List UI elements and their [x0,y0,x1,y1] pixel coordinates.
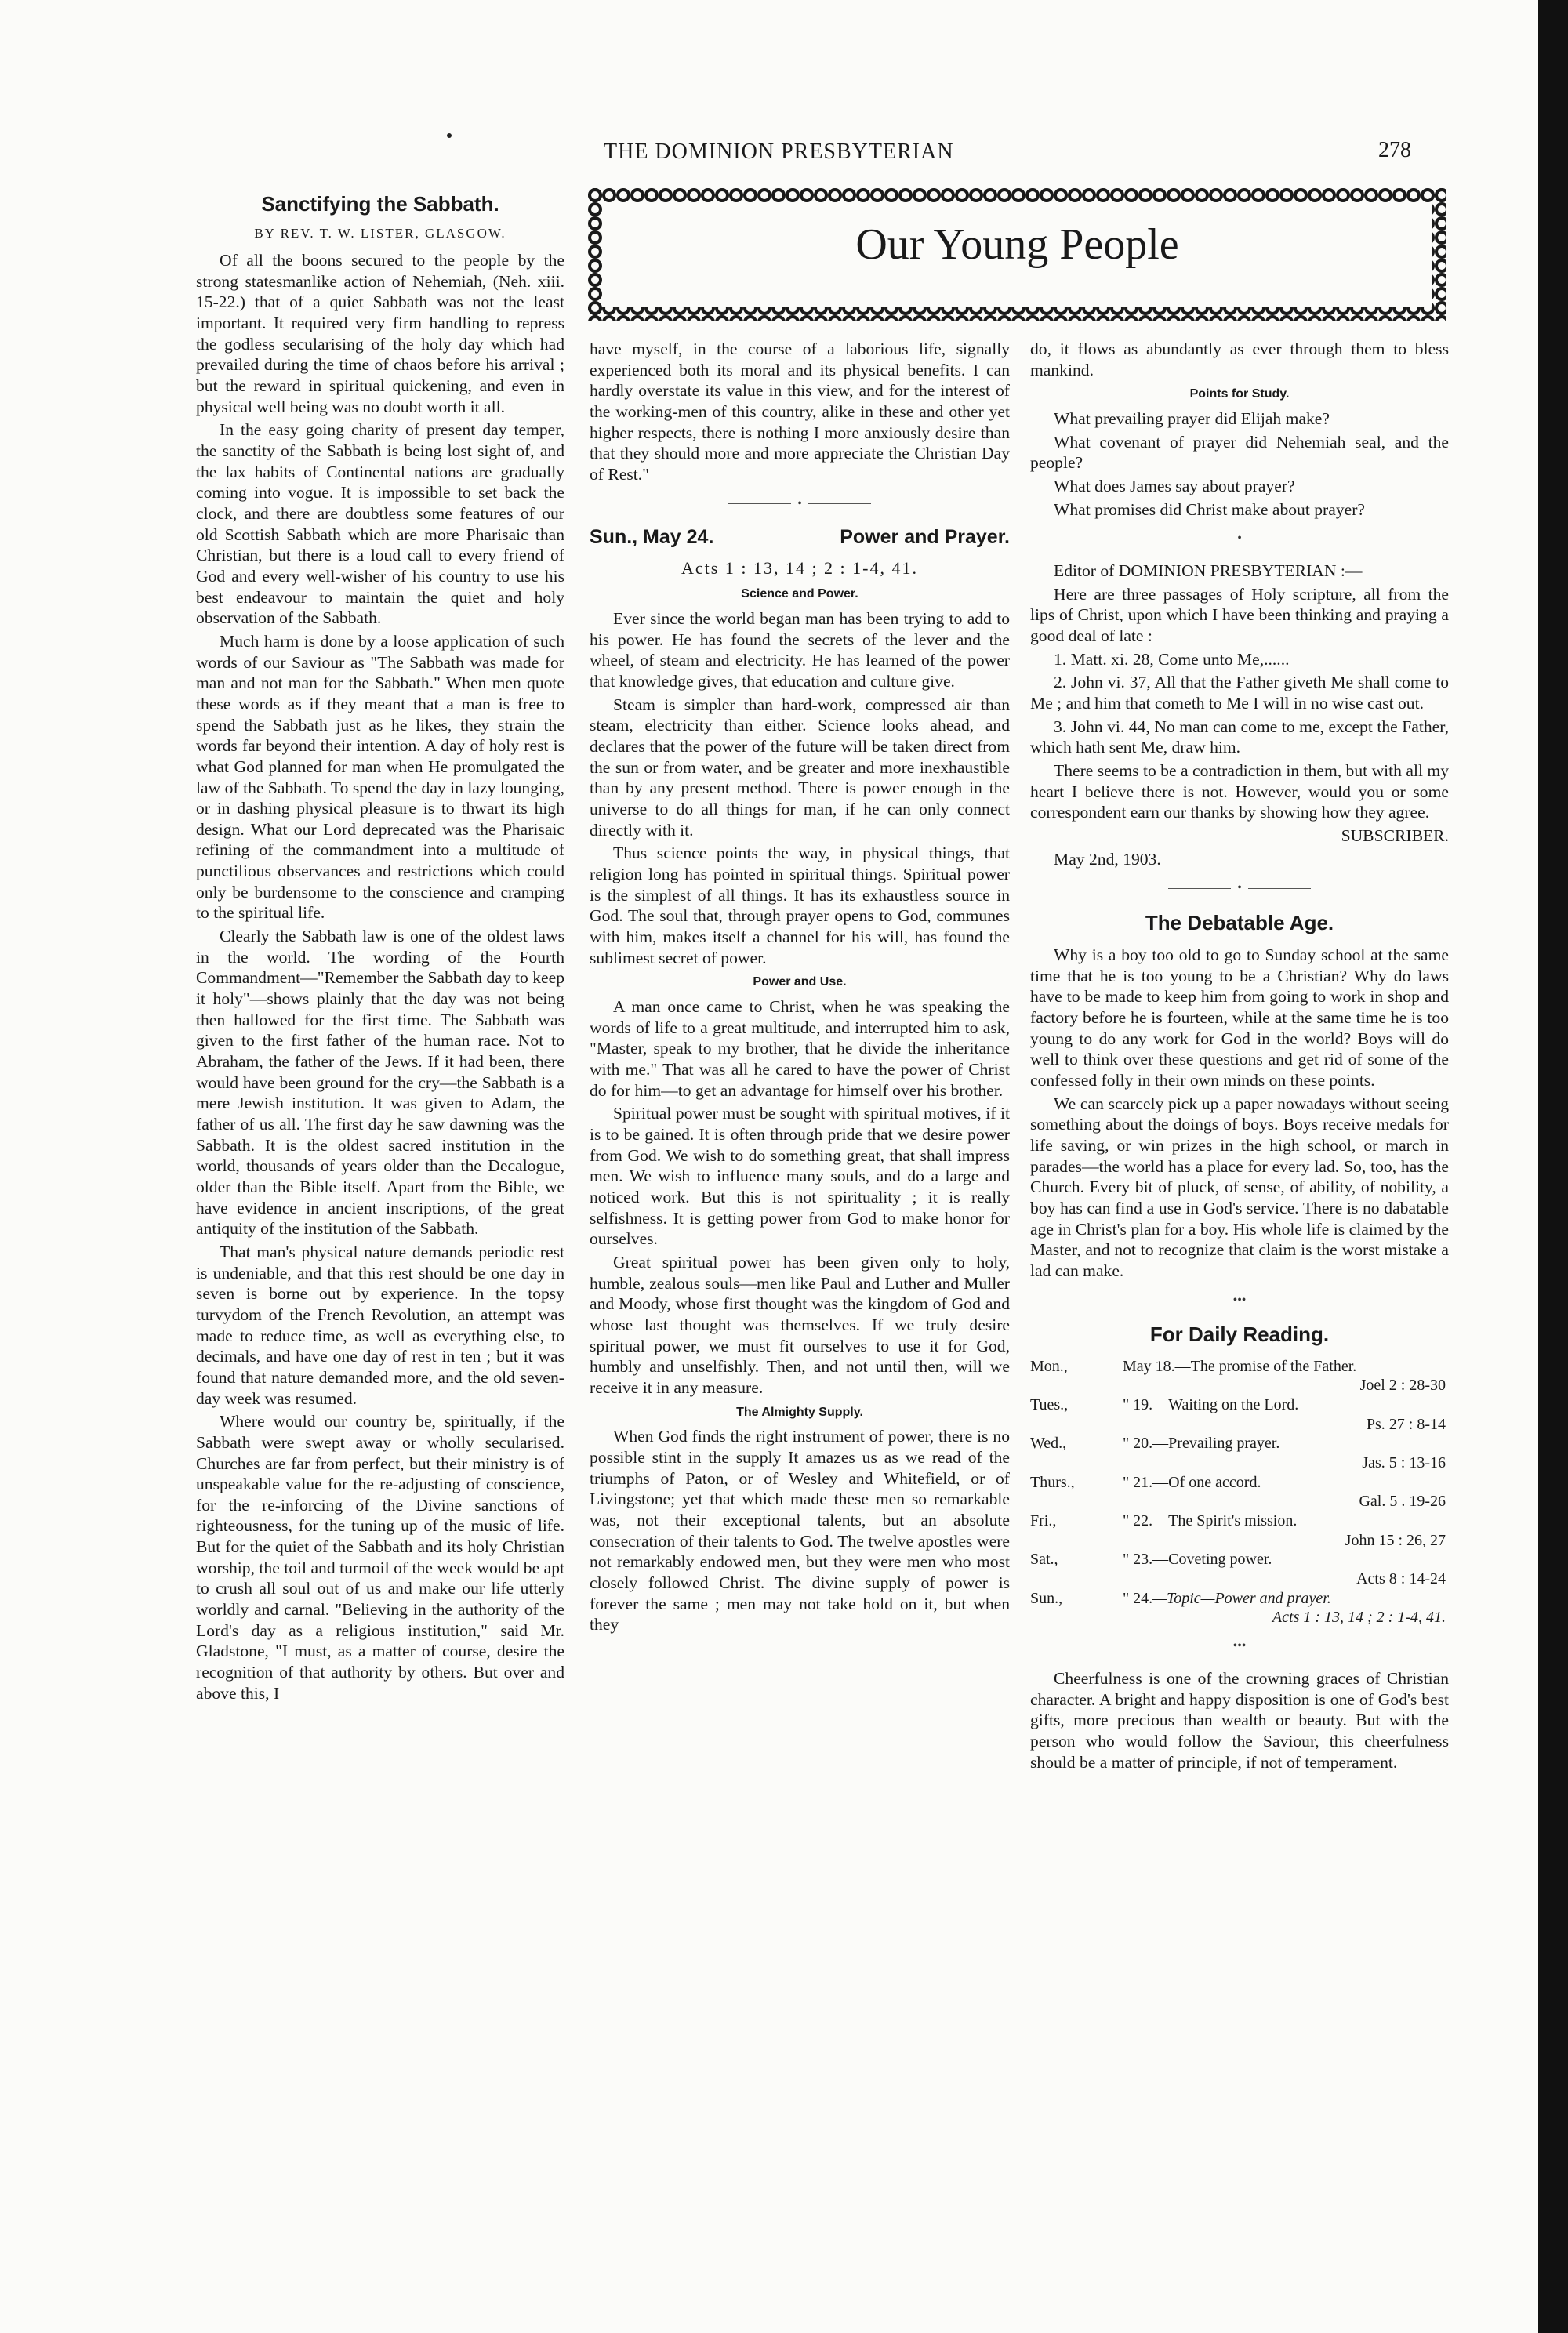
reading-entry [1030,1357,1449,1395]
print-speck [447,133,452,138]
reading-ref: Acts 8 : 14-24 [1356,1570,1446,1588]
study-question: What prevailing prayer did Elijah make? [1054,409,1330,429]
ornament-divider: ••• [1232,1639,1247,1653]
paragraph: Spiritual power must be sought with spiritual motives, if it is to be gained. It is often through pride that we desire power from God. We wish to do something great, that shall impress men. We wish to influence many souls, and do a large and noticed work. But this is not spirituality ; it is really selfishness. It is getting power from God to make honor for ourselves. [590,1104,1010,1249]
reading-ref: Joel 2 : 28-30 [1359,1377,1446,1395]
reading-day: Tues., [1030,1395,1069,1413]
letter-date: May 2nd, 1903. [1054,849,1161,869]
reading-entry [1030,1434,1449,1472]
study-question: What covenant of prayer did Nehemiah seal, and the people? [1030,432,1449,473]
paragraph: When God finds the right instrument of power, there is no possible stint in the supply It amazes us as we read of the triumphs of Paton, or of Wesley and Whitefield, or of Livingstone; yet that which made these men so remarkable was, not their exceptional talents, but an absolute consecration of their talents to God. The twelve apostles were not remarkably endowed men, but they were men who most closely followed Christ. The divine supply of power is forever the same ; men may not take hold on it, but when they [590,1427,1010,1635]
paragraph: Of all the boons secured to the people by the strong statesmanlike action of Nehemiah, (Neh. xiii. 15-22.) that of a quiet Sabbath was not the least important. It required very firm handling to repress the godless secularising of the holy day which had prevailed during the time of chaos before his arrival ; but the reward in spiritual quickening, and even in physical well being was no doubt worth it all. [196,251,564,416]
lesson-title: Power and Prayer. [840,526,1010,549]
ornament-divider: • [1030,531,1449,546]
reading-entry [1030,1473,1449,1511]
reading-entry [1030,1511,1449,1550]
paragraph: Ever since the world began man has been trying to add to his power. He has found the secrets of the lever and the wheel, of steam and electricity. He has learned of the power that knowledge gives, that education and culture give. [590,609,1010,691]
reading-ref: John 15 : 26, 27 [1345,1531,1446,1549]
reading-day: Wed., [1030,1435,1067,1453]
continued-text: do, it flows as abundantly as ever through them to bless mankind. [1030,339,1449,379]
study-question: What promises did Christ make about prayer? [1054,499,1365,519]
reading-date: " 24. [1123,1589,1153,1607]
column-3 [1030,339,1449,1775]
running-head: THE DOMINION PRESBYTERIAN [604,140,954,164]
lesson-reference: Acts 1 : 13, 14 ; 2 : 1-4, 41. [681,558,918,579]
reading-topic: —Prevailing prayer. [1152,1435,1280,1453]
paragraph: Why is a boy too old to go to Sunday school at the same time that he is too young to be a Christian? Why do laws have to be made to keep him from going to work in shop and factory before he is fourteen, while at the same time he is too young to do any work for God in the world? Boys will do well to think over these questions and get rid of some of the confessed folly in their own minds on these points. [1030,945,1449,1090]
letter-item: 3. John vi. 44, No man can come to me, except the Father, which hath sent Me, draw him. [1030,717,1449,757]
reading-topic: —Waiting on the Lord. [1152,1395,1299,1413]
reading-day: Mon., [1030,1357,1068,1375]
reading-topic: —The Spirit's mission. [1152,1512,1298,1529]
letter-signature: SUBSCRIBER. [1341,825,1449,845]
reading-entry [1030,1550,1449,1588]
paragraph: Steam is simpler than hard-work, compressed air than steam, electricity than either. Science looks ahead, and declares that the power of the future will be taken direct from the sun or from water, and be greater and more inexhaustible than by any present method. There is power enough in the universe to do all things for man, if he can only connect directly with it. [590,695,1010,840]
letter-intro: Here are three passages of Holy scripture, all from the lips of Christ, upon which I have been thinking and praying a good deal of late : [1030,584,1449,646]
section-banner [588,188,1446,321]
reading-ref: Ps. 27 : 8-14 [1366,1415,1446,1433]
reading-ref: Gal. 5 . 19-26 [1359,1493,1446,1511]
study-question: What does James say about prayer? [1054,477,1295,496]
reading-topic: —Coveting power. [1152,1551,1272,1569]
subhead-science: Science and Power. [741,587,858,601]
reading-topic: —The promise of the Father. [1174,1357,1357,1375]
reading-topic: —Topic—Power and prayer. [1152,1589,1331,1607]
letter-item: 2. John vi. 37, All that the Father giveth Me shall come to Me ; and him that cometh to Me I will in no wise cast out. [1030,673,1449,713]
page-number: 278 [1378,138,1411,162]
paragraph: That man's physical nature demands periodic rest is undeniable, and that this rest should be one day in seven is borne out by experience. In the topsy turvydom of the French Revolution, an attempt was made to reduce time, as well as everything else, to decimals, and have one day of rest in ten ; but it was found that nature demanded more, and the old seven-day week was resumed. [196,1242,564,1408]
ornament-divider: • [1030,880,1449,896]
byline: BY REV. T. W. LISTER, GLASGOW. [254,226,506,241]
reading-day: Sat., [1030,1551,1058,1569]
letter-item: 1. Matt. xi. 28, Come unto Me,...... [1054,649,1290,669]
reading-date: " 23. [1123,1551,1153,1569]
paragraph: In the easy going charity of present day temper, the sanctity of the Sabbath is being lost sight of, and the lax habits of Continental nations are gradually coming into vogue. It is impossible to set back the clock, and there are doubtless some features of our old Scottish Sabbath which are more Pharisaic than Christian, but there is a loud call to every friend of God and every well-wisher of his country to use his best endeavour to maintain the quiet and holy observation of the Sabbath. [196,420,564,628]
continued-text: have myself, in the course of a laborious life, signally experienced both its moral and its physical benefits. I can hardly overstate its value in this view, and for the interest of the working-men of this country, alike in these and other yet higher respects, there is nothing I more anxiously desire than that they should more and more appreciate the Christian Day of Rest." [590,339,1010,484]
reading-entry [1030,1589,1449,1627]
subhead-power-use: Power and Use. [753,975,847,989]
paragraph: Great spiritual power has been given only to holy, humble, zealous souls—men like Paul and Luther and Muller and Moody, whose first thought was the kingdom of God and whose last thought was themselves. If we truly desire spiritual power, we must fit ourselves to use it for God, humbly and unselfishly. Then, and not until then, will we receive it in any measure. [590,1252,1010,1397]
paragraph: Clearly the Sabbath law is one of the oldest laws in the world. The wording of the Fourth Commandment—"Remember the Sabbath day to keep it holy"—shows plainly that the day was not being then hallowed for the first time. The Sabbath was given to the first father of the human race. Not to Abraham, the father of the Jews. If it had been, there would have been ground for the cry—the Sabbath is a mere Jewish institution. It was given to Adam, the father of us all. The first day he saw dawning was the Sabbath. It is the oldest sacred institution in the world, thousands of years older than the Decalogue, older than the Bible itself. Apart from the Bible, we have evidence in ancient inscriptions, of the great antiquity of the institution of the Sabbath. [196,927,564,1239]
paragraph: Much harm is done by a loose application of such words of our Saviour as "The Sabbath was made for man and not man for the Sabbath." When men quote these words as if they meant that a man is free to spend the Sabbath just as he likes, they strain the words far beyond their intention. A day of holy rest is what God planned for man when He promulgated the law of the Sabbath. To spend the day in lazy lounging, or in dashing physical pleasure is to thwart its high design. What our Lord deprecated was the Pharisaic refining of the commandment into a multitude of punctilious observances and restrictions which could only be burdensome to the conscience and cramping to the spiritual life. [196,631,564,923]
reading-ref: Acts 1 : 13, 14 ; 2 : 1-4, 41. [1272,1609,1446,1627]
reading-day: Sun., [1030,1589,1063,1607]
column-1 [196,187,564,1706]
reading-topic: —Of one accord. [1152,1473,1261,1491]
banner-title: Our Young People [855,220,1179,269]
article-title-sabbath: Sanctifying the Sabbath. [261,192,499,216]
subhead-study: Points for Study. [1189,387,1290,401]
reading-day: Fri., [1030,1512,1057,1529]
article-title-debatable: The Debatable Age. [1145,911,1334,935]
reading-date: " 22. [1123,1512,1153,1529]
article-title-reading: For Daily Reading. [1149,1323,1330,1347]
lesson-date: Sun., May 24. [590,526,714,549]
ornament-divider: • [590,496,1010,512]
paragraph: We can scarcely pick up a paper nowadays without seeing something about the doings of boys. Boys receive medals for life saving, or win prizes in the high school, or march in parades—the world has a place for every lad. So, too, has the Church. Every bit of pluck, of sense, of ability, of nobility, a boy has can find a use in God's service. There is no dabatable age in Christ's plan for a boy. His whole life is claimed by the Master, and not to recognize that claim is the worst mistake a lad can make. [1030,1094,1449,1280]
paragraph-cheerfulness: Cheerfulness is one of the crowning graces of Christian character. A bright and happy disposition is one of God's best gifts, more precious than wealth or beauty. But with the person who would follow the Saviour, this cheerfulness should be a matter of principle, if not of temperament. [1030,1668,1449,1772]
paragraph: Thus science points the way, in physical things, that religion long has pointed in spiritual things. Spiritual power is the simplest of all things. It has its exhaustless source in God. The soul that, through prayer opens to God, communes with him, makes itself a channel for his will, has found the sublimest secret of power. [590,844,1010,967]
reading-entry [1030,1395,1449,1434]
column-2 [590,339,1010,1638]
paragraph: Where would our country be, spiritually, if the Sabbath were swept away or wholly secularised. Churches are far from perfect, but their ministry is of unspeakable value for the re-adjusting of conscience, for the re-inforcing of the Divine sanctions of righteousness, for the tuning up of the music of life. But for the quiet of the Sabbath and its holy Christian worship, the toil and turmoil of the week would be apt to crush all soul out of us and make our life utterly worldly and carnal. "Believing in the authority of the Lord's day as a religious institution," said Mr. Gladstone, "I must, as a matter of course, desire the recognition of that authority by others. But over and above this, I [196,1412,564,1703]
reading-date: " 19. [1123,1395,1153,1413]
scan-edge [1538,0,1568,2333]
paragraph: A man once came to Christ, when he was speaking the words of life to a great multitude, and interrupted him to ask, "Master, speak to my brother, that he divide the inheritance with me." That was all he cared to have the power of Christ do for him—to get an advantage for himself over his brother. [590,997,1010,1100]
reading-ref: Jas. 5 : 13-16 [1362,1453,1446,1471]
reading-day: Thurs., [1030,1473,1075,1491]
letter-body: There seems to be a contradiction in them, but with all my heart I believe there is not. However, would you or some correspondent earn our thanks by showing how they agree. [1030,761,1449,822]
ornament-divider: ••• [1232,1293,1247,1307]
daily-reading-list [1030,1357,1449,1628]
reading-date: " 21. [1123,1473,1153,1491]
lesson-heading [590,525,1010,550]
subhead-supply: The Almighty Supply. [736,1405,863,1419]
reading-date: May 18. [1123,1357,1175,1375]
reading-date: " 20. [1123,1435,1153,1453]
letter-salutation: Editor of DOMINION PRESBYTERIAN :— [1054,561,1363,581]
